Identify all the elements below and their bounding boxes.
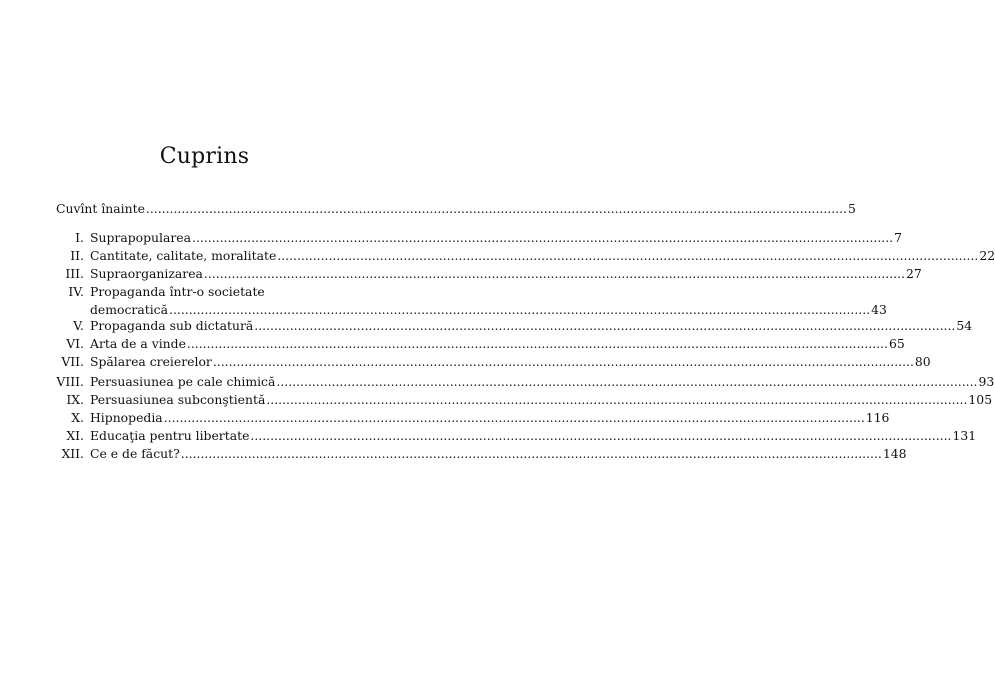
toc-entry-label: Ce e de făcut?: [90, 446, 180, 461]
toc-entry-chapter-4[interactable]: [56, 284, 887, 318]
dot-leader: [187, 336, 888, 352]
toc-entry-line2: [90, 302, 887, 318]
toc-entry-intro[interactable]: [56, 201, 856, 217]
chapter-number: II.: [70, 248, 84, 263]
dot-leader: [146, 201, 847, 217]
page-title: Cuprins: [159, 144, 250, 169]
dot-leader: [276, 374, 977, 390]
toc-entry-chapter-11[interactable]: [56, 428, 977, 444]
toc-entry-chapter-12[interactable]: [56, 446, 907, 462]
toc-entry-chapter-9[interactable]: [56, 392, 993, 408]
toc-entry-chapter-5[interactable]: [56, 318, 973, 334]
toc-entry-chapter-8[interactable]: [56, 374, 995, 390]
chapter-number: XII.: [61, 446, 84, 461]
chapter-number: I.: [75, 230, 84, 245]
chapter-number: V.: [73, 318, 84, 333]
toc-page-number: 22: [979, 248, 995, 263]
dot-leader: [250, 428, 951, 444]
toc-page-number: 131: [952, 428, 977, 443]
chapter-number: III.: [65, 266, 84, 281]
toc-entry-chapter-1[interactable]: [56, 230, 902, 246]
toc-page-number: 105: [968, 392, 993, 407]
toc-page-number: 93: [978, 374, 995, 389]
toc-entry-label-line1: Propaganda într-o societate: [90, 284, 265, 299]
toc-entry-chapter-6[interactable]: [56, 336, 905, 352]
toc-entry-multiline: [90, 284, 887, 318]
chapter-number: VIII.: [56, 374, 84, 389]
toc-entry-label: Persuasiunea subconştientă: [90, 392, 266, 407]
dot-leader: [204, 266, 905, 282]
toc-entry-label: Persuasiunea pe cale chimică: [90, 374, 276, 389]
toc-page-number: 5: [848, 201, 856, 216]
toc-entry-label: Hipnopedia: [90, 410, 163, 425]
chapter-number: XI.: [66, 428, 84, 443]
chapter-number: X.: [71, 410, 84, 425]
toc-page-number: 54: [956, 318, 973, 333]
toc-page-number: 80: [914, 354, 931, 369]
toc-entry-label: Suprapopularea: [90, 230, 192, 245]
chapter-number: IV.: [68, 284, 84, 299]
dot-leader: [213, 354, 914, 370]
toc-entry-chapter-2[interactable]: [56, 248, 995, 264]
dot-leader: [181, 446, 882, 462]
chapter-number: VII.: [61, 354, 84, 369]
dot-leader: [254, 318, 955, 334]
toc-page-number: 27: [906, 266, 922, 281]
toc-entry-chapter-7[interactable]: [56, 354, 931, 370]
chapter-number: VI.: [66, 336, 84, 351]
toc-entry-chapter-3[interactable]: [56, 266, 922, 282]
dot-leader: [164, 410, 865, 426]
dot-leader: [266, 392, 967, 408]
chapter-number: IX.: [66, 392, 84, 407]
toc-page-number: 65: [889, 336, 905, 351]
toc-entry-label-line2: democratică: [90, 302, 168, 317]
toc-entry-label: Supraorganizarea: [90, 266, 203, 281]
toc-page-number: 148: [882, 446, 907, 461]
toc-entry-label: Arta de a vinde: [90, 336, 186, 351]
toc-entry-chapter-10[interactable]: [56, 410, 890, 426]
toc-page-number: 7: [894, 230, 902, 245]
dot-leader: [169, 302, 870, 318]
toc-page-number: 43: [871, 302, 887, 317]
dot-leader: [277, 248, 978, 264]
toc-entry-label: Educaţia pentru libertate: [90, 428, 250, 443]
toc-entry-label: Propaganda sub dictatură: [90, 318, 254, 333]
toc-page-number: 116: [865, 410, 890, 425]
dot-leader: [192, 230, 893, 246]
toc-entry-label: Cuvînt înainte: [56, 201, 145, 216]
toc-entry-label: Cantitate, calitate, moralitate: [90, 248, 277, 263]
toc-entry-label: Spălarea creierelor: [90, 354, 212, 369]
